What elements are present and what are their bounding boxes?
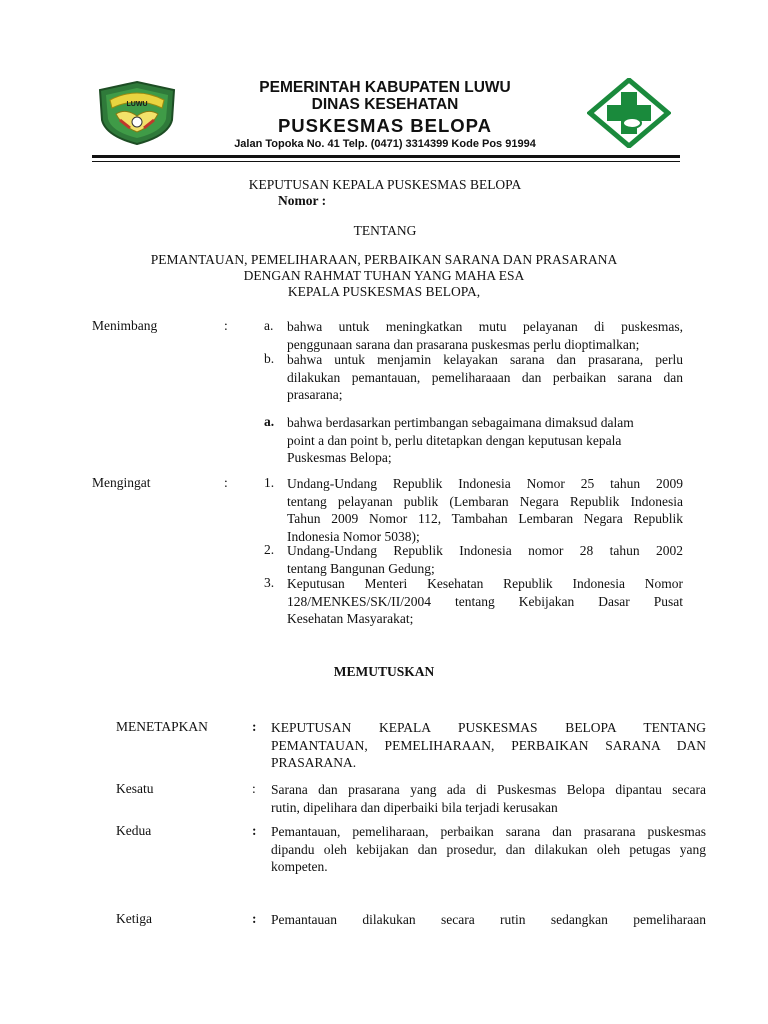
mengingat-colon: : bbox=[224, 475, 228, 490]
logo-text: LUWU bbox=[126, 101, 148, 108]
header-puskesmas: PUSKESMAS BELOPA bbox=[277, 115, 493, 136]
kedua-label: Kedua bbox=[116, 823, 152, 838]
mengingat-label: Mengingat bbox=[92, 475, 151, 490]
header-address: Jalan Topoka No. 41 Telp. (0471) 3314399 Kode Pos 91994 bbox=[234, 138, 536, 150]
menimbang-b-text: bahwa untuk menjamin kelayakan sarana dan prasarana, perlu dilakukan pemantauan, pemeliharaaan dan perbaikan sarana dan prasarana; bbox=[287, 352, 683, 402]
menetapkan-label: MENETAPKAN bbox=[116, 719, 208, 734]
luwu-regency-logo bbox=[96, 80, 178, 146]
puskesmas-logo bbox=[587, 78, 671, 148]
mengingat-3-text: Keputusan Menteri Kesehatan Republik Indonesia Nomor 128/MENKES/SK/II/2004 tentang Kebijakan Dasar Pusat Kesehatan Masyarakat; bbox=[287, 576, 683, 626]
subject-line-3: KEPALA PUSKESMAS BELOPA, bbox=[287, 284, 481, 299]
ketiga-label: Ketiga bbox=[116, 911, 152, 926]
kesatu-text: Sarana dan prasarana yang ada di Puskesmas Belopa dipantau secara rutin, dipelihara dan diperbaiki bila terjadi kerusakan bbox=[271, 782, 706, 815]
header-divider-thin bbox=[92, 161, 680, 162]
header-government: PEMERINTAH KABUPATEN LUWU bbox=[259, 79, 511, 96]
mengingat-1-marker: 1. bbox=[264, 475, 275, 490]
kedua-colon: : bbox=[252, 823, 257, 838]
subject-line-2: DENGAN RAHMAT TUHAN YANG MAHA ESA bbox=[243, 268, 525, 283]
memutuskan-heading: MEMUTUSKAN bbox=[333, 664, 435, 679]
menetapkan-text: KEPUTUSAN KEPALA PUSKESMAS BELOPA TENTANG PEMANTAUAN, PEMELIHARAAN, PERBAIKAN SARANA DAN PRASARANA. bbox=[271, 720, 706, 770]
ketiga-text: Pemantauan dilakukan secara rutin sedangkan pemeliharaan bbox=[271, 912, 706, 927]
header-department: DINAS KESEHATAN bbox=[311, 96, 459, 113]
kedua-text: Pemantauan, pemeliharaan, perbaikan sarana dan prasarana puskesmas dipandu oleh kebijakan dan prosedur, dan dilakukan oleh petugas yang kompeten. bbox=[271, 824, 706, 874]
menimbang-a-marker: a. bbox=[264, 318, 274, 333]
menetapkan-colon: : bbox=[252, 719, 257, 734]
kesatu-label: Kesatu bbox=[116, 781, 154, 796]
decree-number: Nomor : bbox=[278, 193, 327, 208]
decree-title: KEPUTUSAN KEPALA PUSKESMAS BELOPA bbox=[248, 177, 522, 192]
mengingat-2-marker: 2. bbox=[264, 542, 275, 557]
mengingat-1-text: Undang-Undang Republik Indonesia Nomor 25 tahun 2009 tentang pelayanan publik (Lembaran Negara Republik Indonesia Tahun 2009 Nomor 112, Tambahan Lembaran Negara Republik Indonesia Nomor 5038); bbox=[287, 476, 683, 544]
subject-line-1: PEMANTAUAN, PEMELIHARAAN, PERBAIKAN SARANA DAN PRASARANA bbox=[150, 252, 618, 267]
menimbang-c-marker: a. bbox=[264, 414, 275, 429]
menimbang-b-marker: b. bbox=[264, 351, 275, 366]
header-divider-thick bbox=[92, 155, 680, 158]
menimbang-c-text: bahwa berdasarkan pertimbangan sebagaimana dimaksud dalam point a dan point b, perlu ditetapkan dengan keputusan kepala Puskesmas Belopa; bbox=[287, 415, 634, 465]
menimbang-colon: : bbox=[224, 318, 228, 333]
kesatu-colon: : bbox=[252, 781, 256, 796]
tentang-label: TENTANG bbox=[353, 223, 417, 238]
menimbang-label: Menimbang bbox=[92, 318, 158, 333]
ketiga-colon: : bbox=[252, 911, 257, 926]
mengingat-2-text: Undang-Undang Republik Indonesia nomor 28 tahun 2002 tentang Bangunan Gedung; bbox=[287, 543, 683, 576]
mengingat-3-marker: 3. bbox=[264, 575, 275, 590]
menimbang-a-text: bahwa untuk meningkatkan mutu pelayanan di puskesmas, penggunaan sarana dan prasarana puskesmas perlu dioptimalkan; bbox=[287, 319, 683, 352]
